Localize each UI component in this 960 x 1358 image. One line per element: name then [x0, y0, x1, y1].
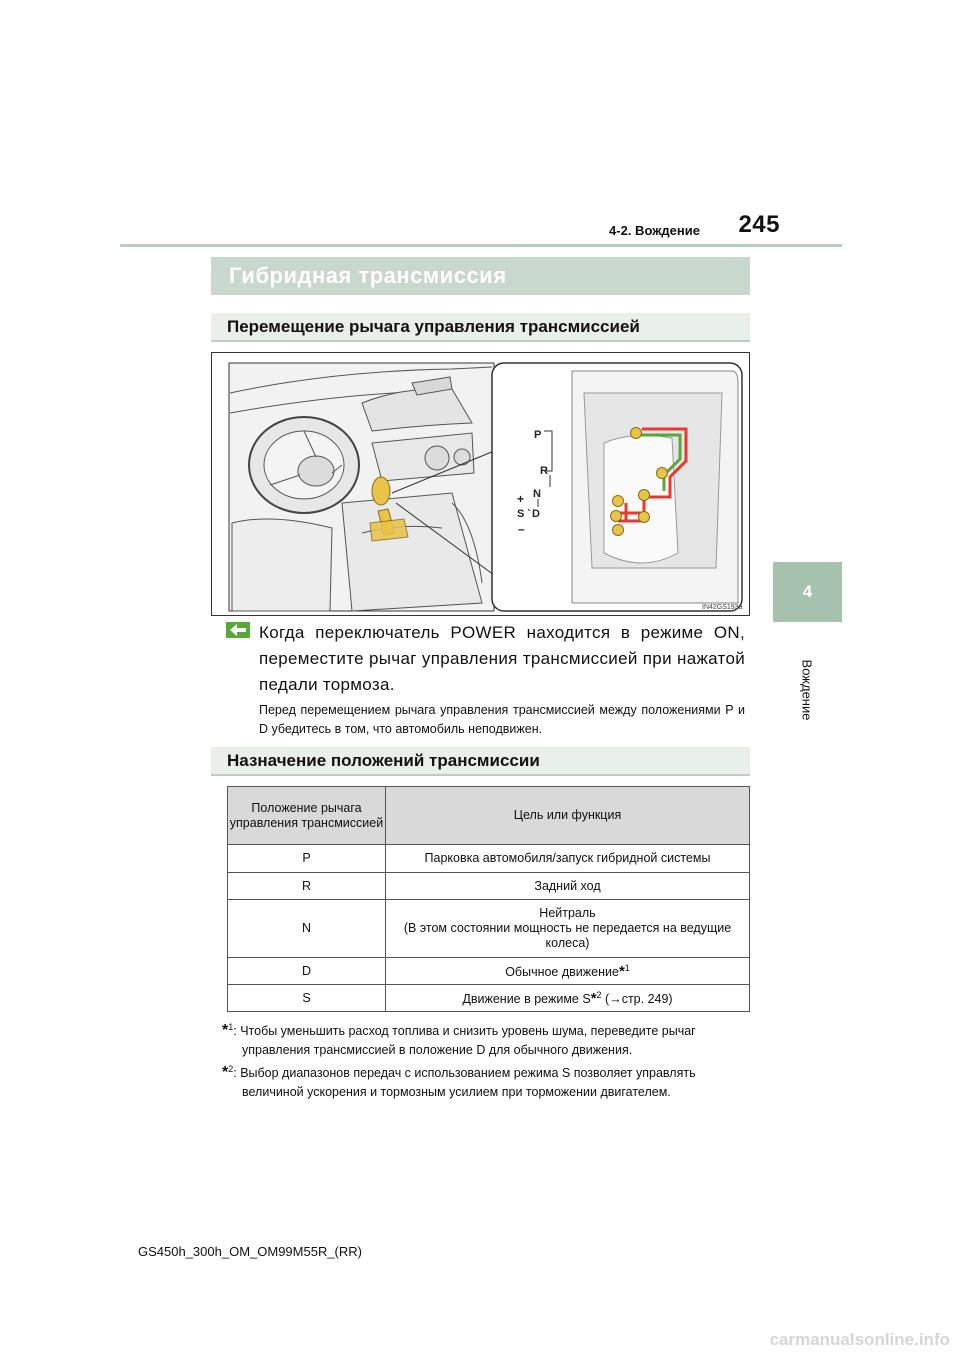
footnote-number: 1	[228, 1022, 234, 1032]
footnote-star: *	[618, 963, 625, 981]
footnote-number: 2	[228, 1064, 234, 1074]
footnote-star: *	[590, 990, 597, 1008]
section-heading-positions	[211, 747, 750, 776]
instruction-note: Перед перемещением рычага управления трансмиссией между положениями P и D убедитесь в том, что автомобиль неподвижен.	[259, 703, 745, 736]
table-cell-position: N	[228, 900, 386, 958]
arrow-left-icon	[226, 622, 250, 638]
footnote-2	[222, 1060, 750, 1102]
page-title-bar	[211, 257, 750, 295]
header-rule	[120, 244, 842, 247]
gate-label-plus: +	[517, 492, 525, 506]
footnote-mark: *	[222, 1064, 229, 1082]
table-cell-position: D	[228, 958, 386, 985]
gear-positions-table	[227, 786, 750, 1012]
function-text: Движение в режиме S	[462, 992, 591, 1007]
footnote-1	[222, 1018, 750, 1060]
gate-label-p: P	[534, 429, 542, 441]
gate-label-r: R	[540, 465, 548, 477]
table-row	[228, 900, 750, 958]
table-cell-position: P	[228, 845, 386, 873]
table-cell-position: S	[228, 985, 386, 1012]
table-cell-function	[386, 900, 750, 958]
instruction-text: Когда переключатель POWER находится в режиме ON, переместите рычаг управления трансмиссией при нажатой педали тормоза.	[259, 623, 745, 694]
footnote-ref[interactable]: 2	[596, 990, 602, 1001]
footnote-text-cont: величиной ускорения и тормозным усилием при торможении двигателем.	[242, 1085, 671, 1100]
table-cell-function: Парковка автомобиля/запуск гибридной системы	[386, 845, 750, 873]
table-row	[228, 958, 750, 985]
table-cell-function	[386, 958, 750, 985]
section-heading-positions-text: Назначение положений трансмиссии	[227, 751, 540, 770]
function-text: Обычное движение	[505, 965, 619, 980]
table-header-function: Цель или функция	[386, 787, 750, 845]
chapter-tab-label: Вождение	[799, 659, 815, 721]
table-cell-function: Задний ход	[386, 873, 750, 900]
watermark: carmanualsonline.info	[769, 1330, 950, 1349]
table-row	[228, 845, 750, 873]
table-cell-function	[386, 985, 750, 1012]
table-header-row	[228, 787, 750, 845]
footnote-text: : Выбор диапазонов передач с использованием режима S позволяет управлять	[233, 1066, 696, 1081]
footnote-ref[interactable]: 1	[624, 963, 630, 974]
gate-label-n: N	[533, 488, 541, 500]
footnote-text: : Чтобы уменьшить расход топлива и снизить уровень шума, переведите рычаг	[233, 1024, 696, 1039]
gate-label-minus: –	[518, 522, 525, 536]
gate-label-s: S	[517, 508, 525, 520]
page-reference-link[interactable]: (→стр. 249)	[605, 992, 673, 1007]
table-row	[228, 873, 750, 900]
car-interior-drawing	[229, 363, 494, 611]
shift-lever-figure	[211, 352, 750, 616]
function-neutral-desc: (В этом состоянии мощность не передается на ведущие колеса)	[403, 921, 732, 950]
section-heading-shift-text: Перемещение рычага управления трансмиссией	[227, 317, 640, 336]
header-section-title: 4-2. Вождение	[609, 223, 700, 238]
section-heading-shift	[211, 313, 750, 342]
figure-code: IN42GS193a	[702, 604, 743, 611]
table-row	[228, 985, 750, 1012]
table-cell-position: R	[228, 873, 386, 900]
chapter-tab[interactable]: 4	[773, 562, 842, 622]
page-title: Гибридная трансмиссия	[229, 263, 507, 288]
shift-lever-illustration	[212, 353, 750, 616]
table-header-position: Положение рычага управления трансмиссией	[228, 787, 386, 845]
document-code-footer: GS450h_300h_OM_OM99M55R_(RR)	[138, 1244, 362, 1259]
function-neutral-title: Нейтраль	[539, 906, 596, 920]
page-number: 245	[738, 211, 780, 238]
footnote-mark: *	[222, 1022, 229, 1040]
gate-label-d: D	[532, 508, 540, 520]
footnote-text-cont: управления трансмиссией в положение D для обычного движения.	[242, 1043, 633, 1058]
